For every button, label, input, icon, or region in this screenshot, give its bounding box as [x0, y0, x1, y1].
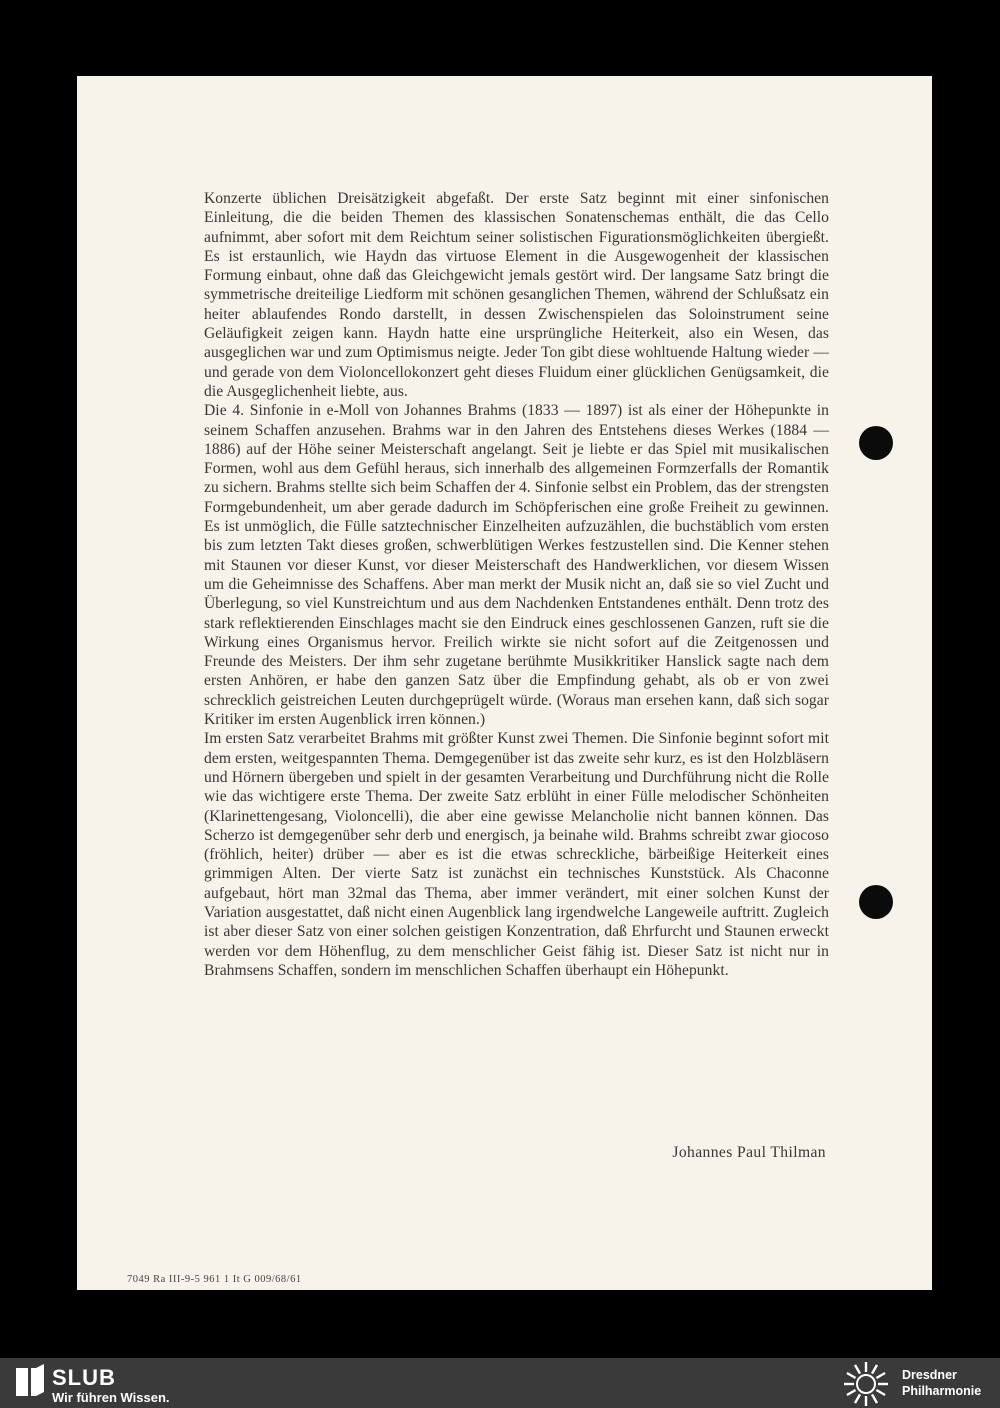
article-body: [204, 189, 829, 980]
paragraph-brahms-intro: Die 4. Sinfonie in e-Moll von Johannes Brahms (1833 — 1897) ist als einer der Höhepunkte in seinem Schaffen anzusehen. Brahms war in den Jahren des Entstehens dieses Werkes (1884 — 1886) auf der Höhe seiner Meisterschaft angelangt. Seit je liebte er das Spiel mit musikalischen Formen, wohl aus dem Gefühl heraus, sich innerhalb des allgemeinen Formzerfalls der Romantik zu sichern. Brahms stellte sich beim Schaffen der 4. Sinfonie selbst ein Problem, das der strengsten Formgebundenheit, um aber gerade dadurch im Schöpferischen eine große Freiheit zu gewinnen. Es ist unmöglich, die Fülle satztechnischer Einzelheiten aufzuzählen, die buchstäblich vom ersten bis zum letzten Takt dieses großen, schwerblütigen Werkes festzustellen sind. Die Kenner stehen mit Staunen vor dieser Kunst, vor dieser Meisterschaft des Handwerklichen, vor diesem Wissen um die Geheimnisse des Schaffens. Aber man merkt der Musik nicht an, daß sie so viel Zucht und Überlegung, so viel Kunstreichtum und aus dem Nachdenken Entstandenes enthält. Denn trotz des stark reflektierenden Einschlages macht sie den Eindruck eines geschlossenen Ganzen, ruft sie die Wirkung eines Organismus hervor. Freilich wirkte sie nicht sofort auf die Zeitgenossen und Freunde des Meisters. Der ihm sehr zugetane berühmte Musikkritiker Hanslick sagte nach dem ersten Anhören, er habe den ganzen Satz über die Empfindung gehabt, als ob er von zwei schrecklich geistreichen Leuten durchgeprügelt würde. (Woraus man ersehen kann, daß sich sogar Kritiker im ersten Augenblick irren können.): [204, 402, 829, 729]
slub-book-icon: [14, 1360, 52, 1406]
slub-name: SLUB: [52, 1365, 116, 1390]
footer-bar: [0, 1358, 1000, 1408]
paragraph-haydn: Konzerte üblichen Dreisätzigkeit abgefaßt. Der erste Satz beginnt mit einer sinfonischen Einleitung, die die beiden Themen des klassischen Sonatenschemas enthält, die das Cello aufnimmt, aber sofort mit dem Reichtum seiner solistischen Figurationsmöglichkeiten übergießt. Es ist erstaunlich, wie Haydn das virtuose Element in die Ausgewogenheit der klassischen Formung einbaut, ohne daß das Gleichgewicht jemals gestört wird. Der langsame Satz bringt die symmetrische dreiteilige Liedform mit schönen gesanglichen Themen, während der Schlußsatz ein heiter ablaufendes Rondo darstellt, in dessen Zwischenspielen das Soloinstrument seine Geläufigkeit zeigen kann. Haydn hatte eine ursprüngliche Heiterkeit, also ein Wesen, das ausgeglichen war und zum Optimismus neigte. Jeder Ton gibt diese wohltuende Haltung wieder — und gerade von dem Violoncellokonzert geht dieses Fluidum einer glücklichen Genügsamkeit, die die Ausgeglichenheit liebte, aus.: [204, 190, 829, 400]
slub-tagline: Wir führen Wissen.: [52, 1390, 170, 1405]
document-page: [77, 76, 932, 1290]
slub-logo[interactable]: [14, 1360, 194, 1406]
philharmonie-logo[interactable]: [840, 1360, 1000, 1406]
partner-name-line1: Dresdner: [902, 1368, 957, 1382]
paragraph-brahms-movements: Im ersten Satz verarbeitet Brahms mit größter Kunst zwei Themen. Die Sinfonie beginnt sofort mit dem ersten, weitgespannten Thema. Demgegenüber ist das zweite sehr kurz, es ist den Holzbläsern und Hörnern übergeben und spielt in der gesamten Verarbeitung und Durchführung nicht die Rolle wie das wichtigere erste Thema. Der zweite Satz erblüht in einer Fülle melodischer Schönheiten (Klarinettengesang, Violoncelli), die aber eine gewisse Melancholie nicht bannen können. Das Scherzo ist demgegenüber sehr derb und energisch, ja beinahe wild. Brahms schreibt zwar giocoso (fröhlich, heiter) drüber — aber es ist die etwas schreckliche, bärbeißige Heiterkeit eines grimmigen Alten. Der vierte Satz ist zunächst ein technisches Kunststück. Als Chaconne aufgebaut, hört man 32mal das Thema, aber immer verändert, mit einer solchen Kunst der Variation ausgestattet, daß nicht einen Augenblick lang irgendwelche Langeweile auftritt. Zugleich ist aber dieser Satz von einer solchen geistigen Konzentration, daß Ehrfurcht und Staunen erweckt werden vor dem Höhenflug, zu dem menschlicher Geist fähig ist. Dieser Satz ist nicht nur in Brahmsens Schaffen, sondern im menschlichen Schaffen überhaupt ein Höhepunkt.: [204, 730, 829, 979]
punch-hole-bottom: [859, 885, 893, 919]
punch-hole-top: [859, 426, 893, 460]
print-imprint: 7049 Ra III-9-5 961 1 It G 009/68/61: [127, 1274, 302, 1285]
partner-name-line2: Philharmonie: [902, 1384, 982, 1398]
sunburst-icon: [840, 1360, 892, 1408]
author-signature: Johannes Paul Thilman: [672, 1144, 826, 1161]
